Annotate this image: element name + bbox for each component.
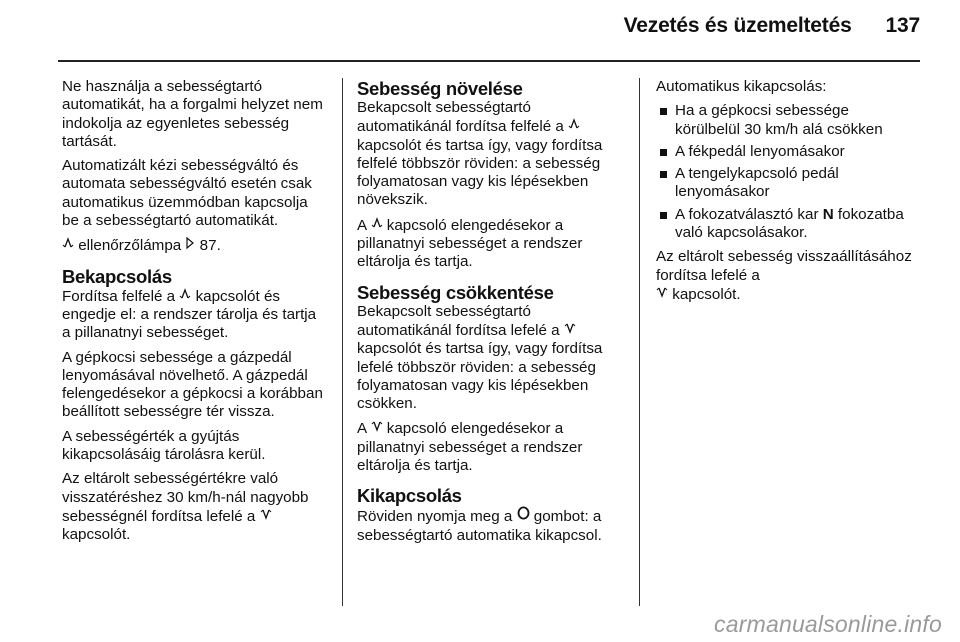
list-item: Ha a gépkocsi sebessége körülbelül 30 km/h alá csökken bbox=[656, 102, 918, 139]
page-header bbox=[0, 14, 920, 46]
cruise-control-up-icon bbox=[371, 216, 383, 234]
watermark: carmanualsonline.info bbox=[714, 611, 942, 637]
page-reference-link[interactable]: 87. bbox=[199, 237, 221, 255]
paragraph: A sebességérték a gyújtás kikapcsolásáig tárolásra kerül. bbox=[62, 427, 266, 464]
cruise-control-down-icon bbox=[371, 419, 383, 437]
auto-off-list bbox=[656, 102, 918, 242]
paragraph: Röviden nyomja meg a gombot: a sebességtartó automatika kikapcsol. bbox=[357, 508, 602, 544]
paragraph: ellenőrzőlámpa 87. bbox=[62, 236, 328, 255]
paragraph: Bekapcsolt sebességtartó automatikánál fordítsa felfelé a kapcsolót és tartsa így, vagy fordítsa felfelé többször röviden: a sebesség folyamatosan vagy kis lépésekben növekszik. bbox=[357, 99, 603, 209]
paragraph: Automatikus kikapcsolás: bbox=[656, 78, 827, 95]
column-2 bbox=[357, 78, 627, 551]
bullet-icon bbox=[660, 212, 667, 219]
cruise-control-down-icon bbox=[260, 507, 272, 525]
cruise-control-up-icon bbox=[179, 287, 191, 305]
section-heading-on: Bekapcsolás bbox=[62, 265, 172, 287]
page-title: Vezetés és üzemeltetés bbox=[623, 14, 852, 37]
cruise-control-down-icon bbox=[656, 285, 668, 303]
cruise-control-up-icon bbox=[62, 236, 74, 254]
paragraph: Az eltárolt sebességértékre való visszatéréshez 30 km/h-nál nagyobb sebességnél fordítsa lefelé a kapcsolót. bbox=[62, 470, 309, 544]
paragraph: A kapcsoló elengedésekor a pillanatnyi sebességet a rendszer eltárolja és tartja. bbox=[357, 216, 583, 271]
header-rule bbox=[58, 60, 920, 62]
bullet-icon bbox=[660, 108, 667, 115]
paragraph: Az eltárolt sebesség visszaállításához fordítsa lefelé a kapcsolót. bbox=[656, 248, 912, 303]
page-number: 137 bbox=[885, 14, 920, 37]
column-divider bbox=[342, 78, 343, 606]
bullet-icon bbox=[660, 171, 667, 178]
paragraph: A kapcsoló elengedésekor a pillanatnyi sebességet a rendszer eltárolja és tartja. bbox=[357, 420, 583, 475]
paragraph: Automatizált kézi sebességváltó és automata sebességváltó esetén csak automatikus üzemmódban kapcsolja be a sebességtartó automatikát. bbox=[62, 157, 312, 230]
paragraph: Fordítsa felfelé a kapcsolót és engedje el: a rendszer tárolja és tartja a pillanatnyi sebességet. bbox=[62, 287, 317, 342]
column-3 bbox=[656, 78, 918, 310]
section-heading-off: Kikapcsolás bbox=[357, 485, 462, 507]
column-1 bbox=[62, 78, 328, 551]
section-heading-decrease: Sebesség csökkentése bbox=[357, 281, 554, 303]
paragraph: Bekapcsolt sebességtartó automatikánál fordítsa lefelé a kapcsolót és tartsa így, vagy fordítsa lefelé többször röviden: a sebesség folyamatosan vagy kis lépésekben csökken. bbox=[357, 302, 603, 413]
paragraph: Ne használja a sebességtartó automatikát, ha a forgalmi helyzet nem indokolja az egyenletes sebesség tartását. bbox=[62, 78, 323, 150]
list-item: A fékpedál lenyomásakor bbox=[656, 143, 918, 161]
paragraph: A gépkocsi sebessége a gázpedál lenyomásával növelhető. A gázpedál felengedésekor a gépkocsi a korábban beállított sebességre tér vissza. bbox=[62, 348, 323, 421]
section-heading-increase: Sebesség növelése bbox=[357, 78, 523, 99]
bullet-icon bbox=[660, 149, 667, 156]
cruise-off-icon bbox=[517, 506, 530, 525]
column-divider bbox=[639, 78, 640, 606]
list-item: A fokozatválasztó kar N fokozatba való kapcsolásakor. bbox=[656, 206, 918, 243]
cruise-control-down-icon bbox=[564, 321, 576, 339]
page-reference-icon[interactable] bbox=[185, 236, 195, 254]
list-item: A tengelykapcsoló pedál lenyomásakor bbox=[656, 165, 918, 202]
cruise-control-up-icon bbox=[568, 117, 580, 135]
